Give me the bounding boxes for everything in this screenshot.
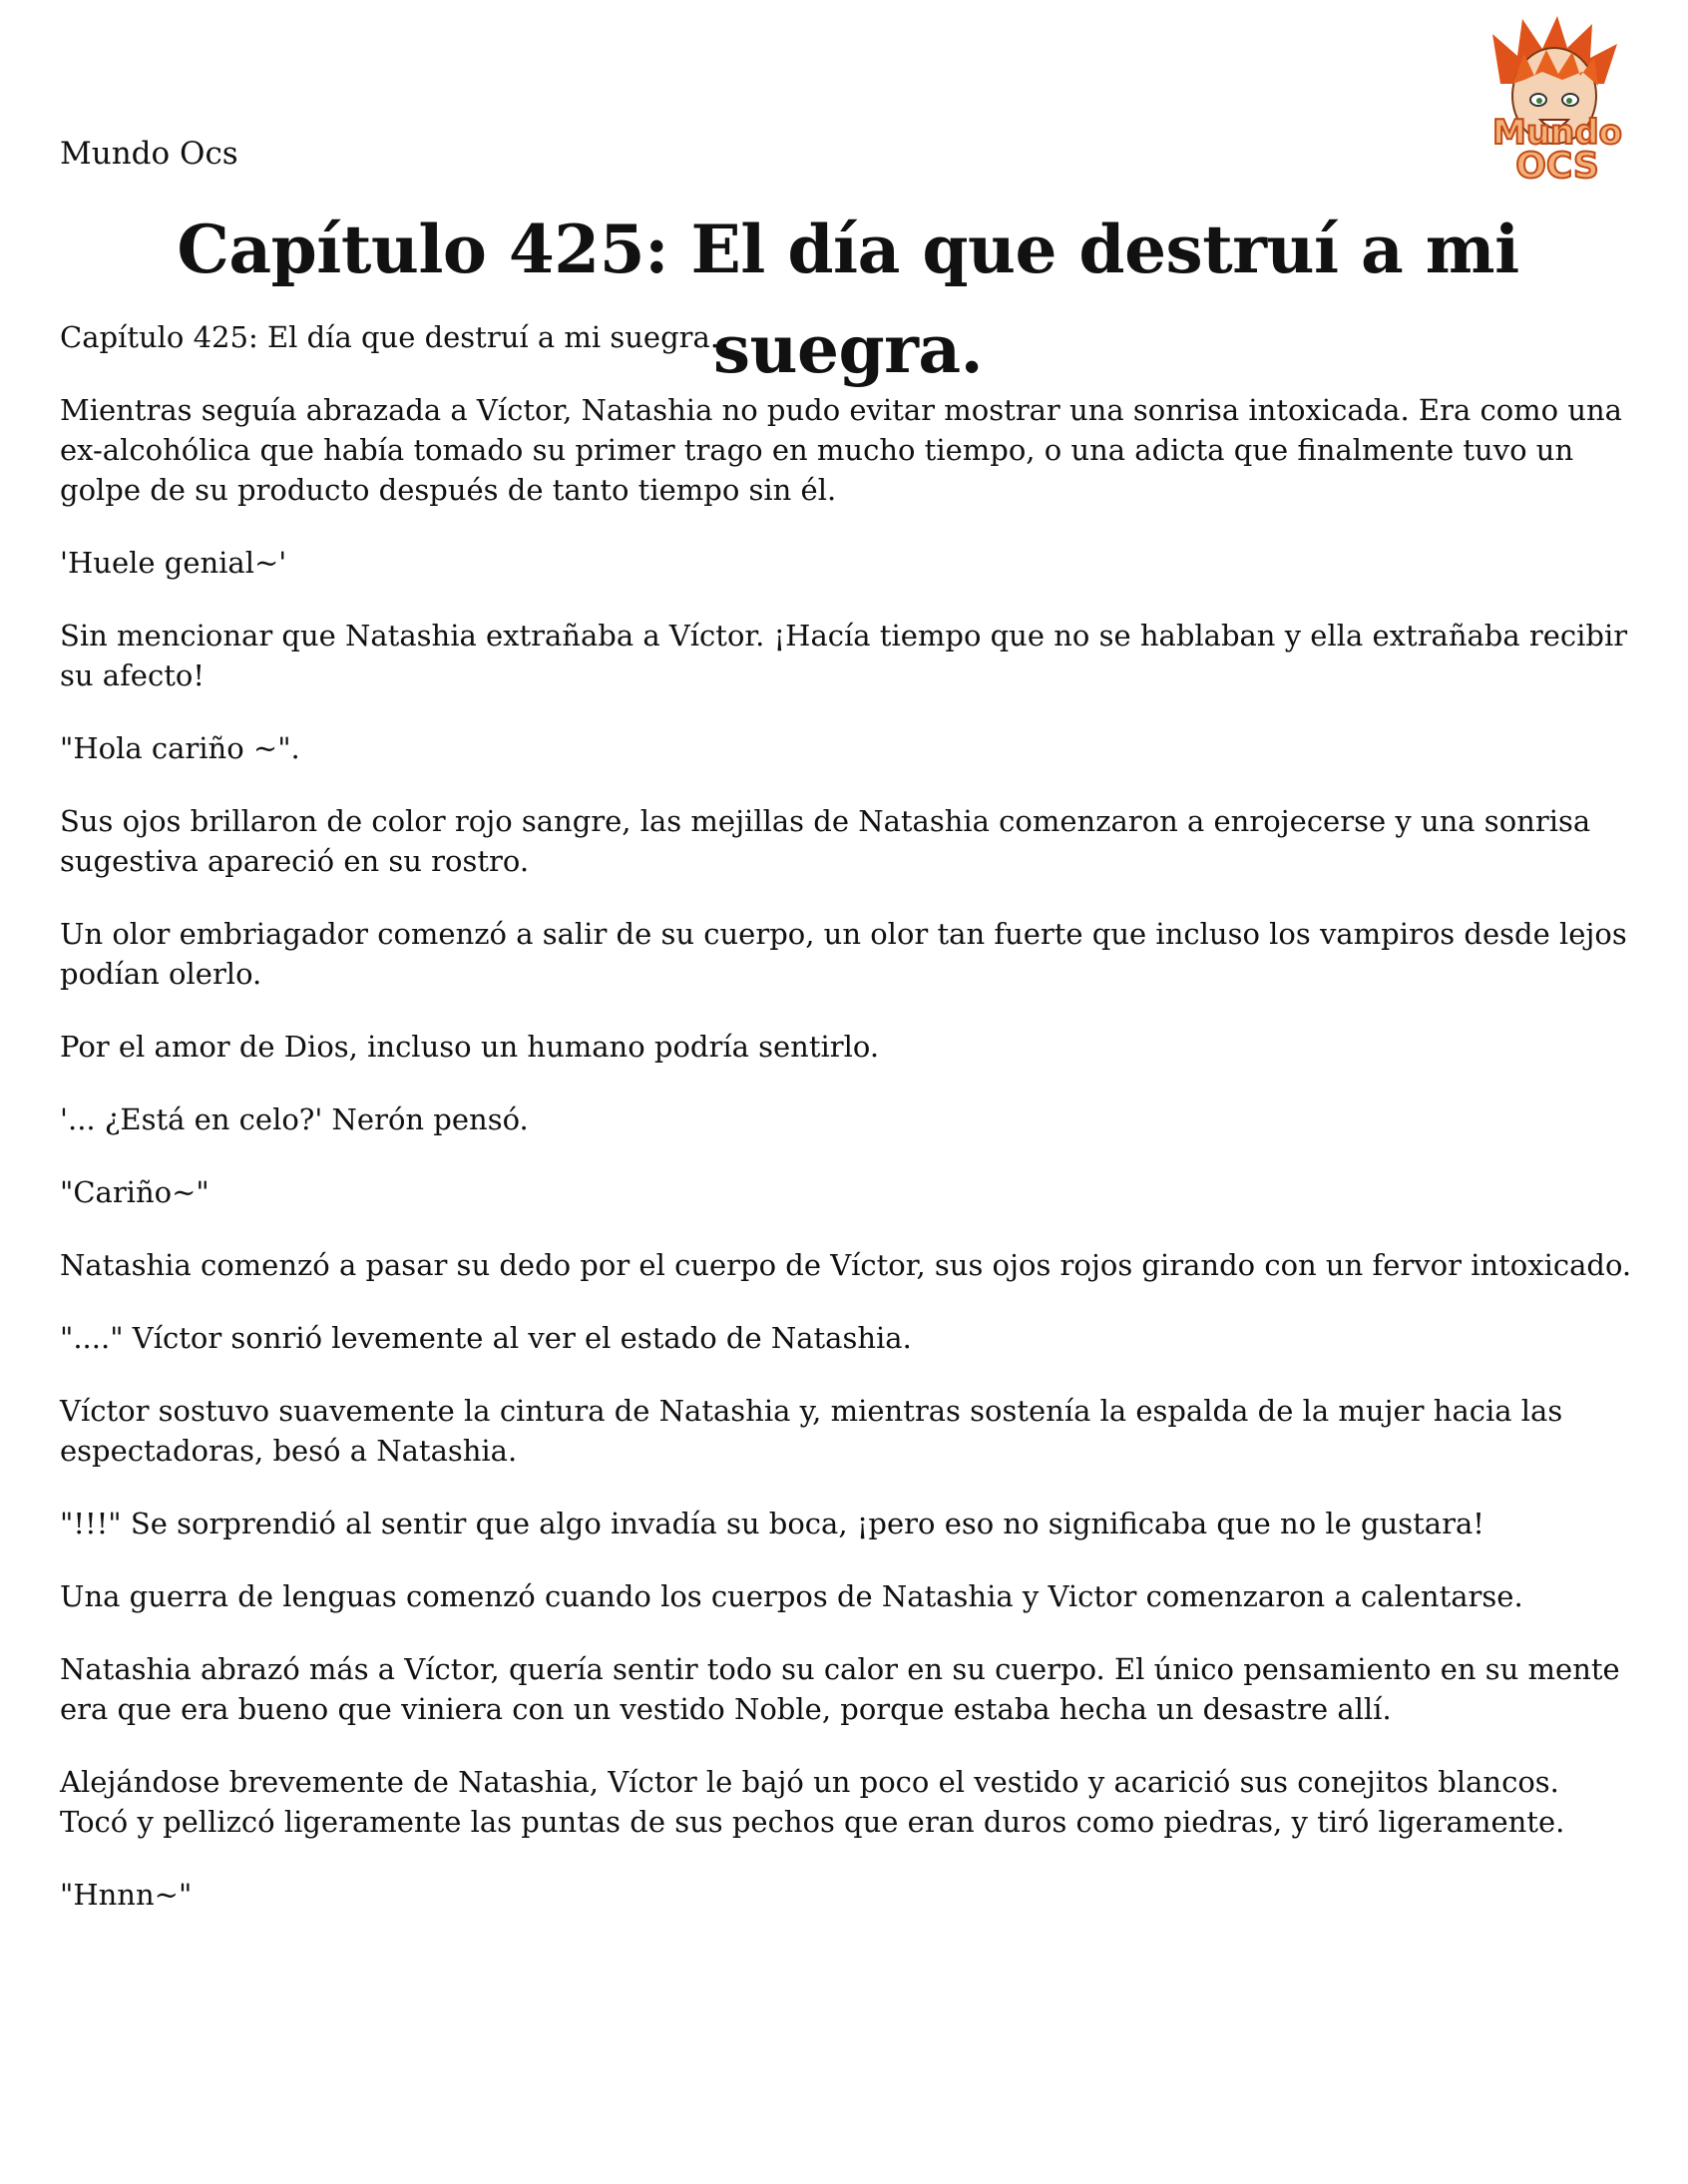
paragraph: "Cariño~" [60,1175,210,1209]
paragraph: Sin mencionar que Natashia extrañaba a Víctor. ¡Hacía tiempo que no se hablaban y ella extrañaba recibir su afecto! [60,619,1628,692]
paragraph: "Hnnn~" [60,1878,193,1912]
paragraph: Natashia comenzó a pasar su dedo por el cuerpo de Víctor, sus ojos rojos girando con un fervor intoxicado. [60,1248,1632,1282]
paragraph: Capítulo 425: El día que destruí a mi suegra. [60,320,720,354]
paragraph: Sus ojos brillaron de color rojo sangre, las mejillas de Natashia comenzaron a enrojecerse y una sonrisa sugestiva apareció en su rostro. [60,804,1591,878]
mundo-ocs-logo-icon [1463,14,1652,184]
paragraph: Víctor sostuvo suavemente la cintura de Natashia y, mientras sostenía la espalda de la mujer hacia las espectadoras, besó a Natashia. [60,1394,1563,1468]
paragraph: Por el amor de Dios, incluso un humano podría sentirlo. [60,1030,880,1064]
paragraph: 'Huele genial~' [60,546,287,580]
paragraph: "...." Víctor sonrió levemente al ver el estado de Natashia. [60,1321,912,1355]
paragraph: Un olor embriagador comenzó a salir de su cuerpo, un olor tan fuerte que incluso los vampiros desde lejos podían olerlo. [60,917,1627,991]
paragraph: Natashia abrazó más a Víctor, quería sentir todo su calor en su cuerpo. El único pensamiento en su mente era que era bueno que viniera con un vestido Noble, porque estaba hecha un desastre allí. [60,1652,1620,1726]
paragraph: '... ¿Está en celo?' Nerón pensó. [60,1102,529,1136]
paragraph: Alejándose brevemente de Natashia, Víctor le bajó un poco el vestido y acarició sus conejitos blancos. Tocó y pellizcó ligeramente las puntas de sus pechos que eran duros como piedras, y tiró ligeramente. [60,1765,1565,1839]
site-name: Mundo Ocs [60,136,238,172]
logo-text-mundo: Mundo [1492,113,1622,153]
chapter-body [60,317,1636,1948]
logo-text-ocs: OCS [1515,146,1599,184]
mundo-ocs-logo [1463,14,1652,184]
paragraph: "!!!" Se sorprendió al sentir que algo invadía su boca, ¡pero eso no significaba que no le gustara! [60,1507,1484,1540]
paragraph: "Hola cariño ~". [60,731,300,765]
paragraph: Mientras seguía abrazada a Víctor, Natashia no pudo evitar mostrar una sonrisa intoxicada. Era como una ex-alcohólica que había tomado su primer trago en mucho tiempo, o una adicta que finalmente tuvo un golpe de su producto después de tanto tiempo sin él. [60,393,1622,507]
chapter-title: Capítulo 425: El día que destruí a mi suegra. [177,211,1519,388]
paragraph: Una guerra de lenguas comenzó cuando los cuerpos de Natashia y Victor comenzaron a calentarse. [60,1579,1523,1613]
